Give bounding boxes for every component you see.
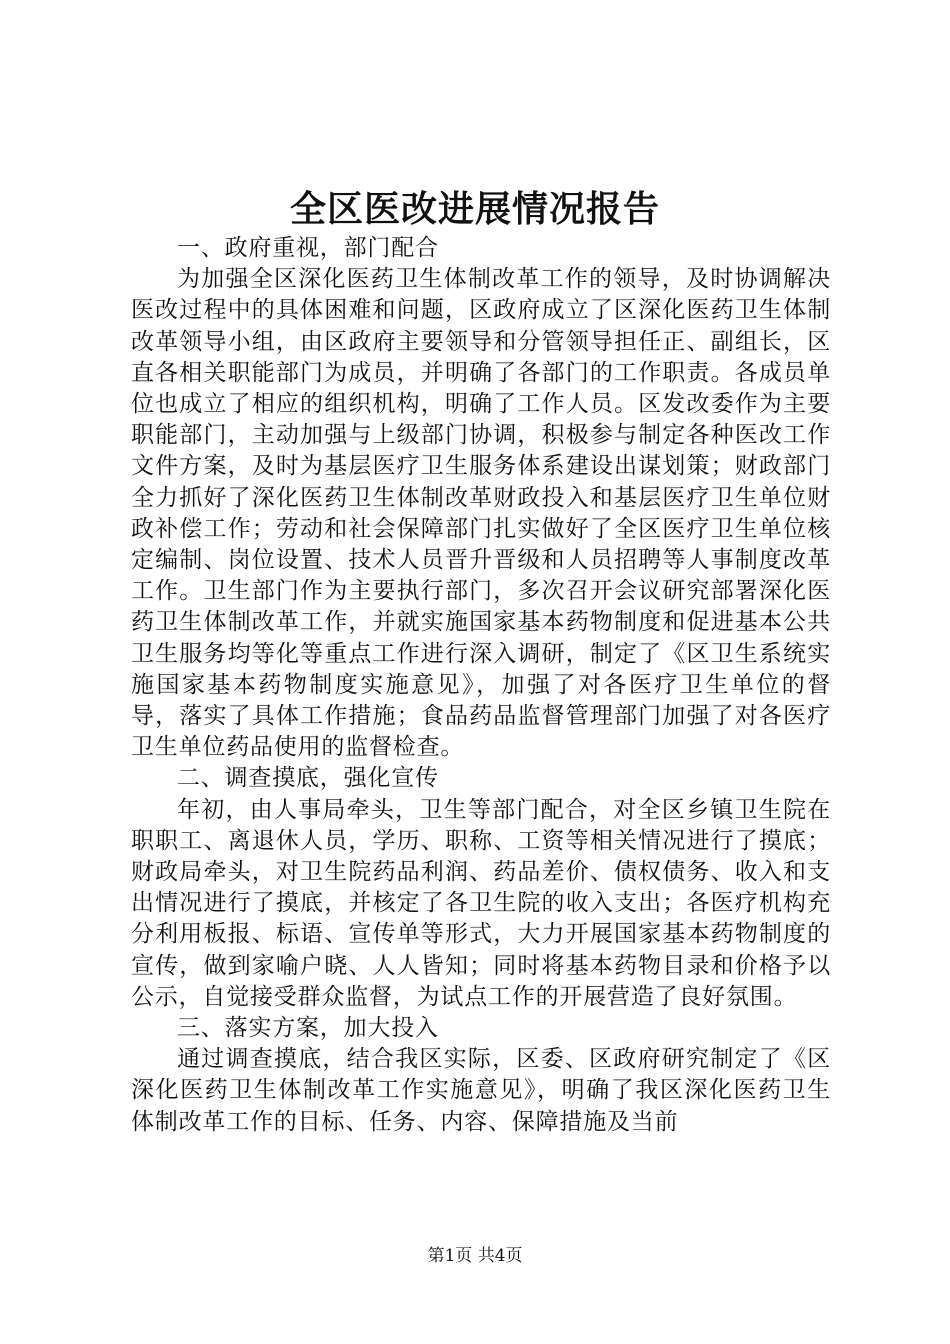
section-heading-1: 一、政府重视，部门配合	[177, 235, 439, 261]
section-paragraph-3: 通过调查摸底，结合我区实际，区委、区政府研究制定了《区深化医药卫生体制改革工作实施意见》，明确了我区深化医药卫生体制改革工作的目标、任务、内容、保障措施及当前	[131, 1046, 831, 1135]
document-body	[131, 233, 831, 1138]
section-heading-3: 三、落实方案，加大投入	[177, 1015, 439, 1042]
section-paragraph-2: 年初，由人事局牵头，卫生等部门配合，对全区乡镇卫生院在职职工、离退休人员，学历、职称、工资等相关情况进行了摸底；财政局牵头，对卫生院药品利润、药品差价、债权债务、收入和支出情况进行了摸底，并核定了各卫生院的收入支出；各医疗机构充分利用板报、标语、宣传单等形式，大力开展国家基本药物制度的宣传，做到家喻户晓、人人皆知；同时将基本药物目录和价格予以公示，自觉接受群众监督，为试点工作的开展营造了良好氛围。	[131, 796, 831, 1010]
page-number-footer: 第1页 共4页	[427, 1246, 523, 1266]
section-paragraph-1: 为加强全区深化医药卫生体制改革工作的领导，及时协调解决医改过程中的具体困难和问题，区政府成立了区深化医药卫生体制改革领导小组，由区政府主要领导和分管领导担任正、副组长，区直各相关职能部门为成员，并明确了各部门的工作职责。各成员单位也成立了相应的组织机构，明确了工作人员。区发改委作为主要职能部门，主动加强与上级部门协调，积极参与制定各种医改工作文件方案，及时为基层医疗卫生服务体系建设出谋划策；财政部门全力抓好了深化医药卫生体制改革财政投入和基层医疗卫生单位财政补偿工作；劳动和社会保障部门扎实做好了全区医疗卫生单位核定编制、岗位设置、技术人员晋升晋级和人员招聘等人事制度改革工作。卫生部门作为主要执行部门，多次召开会议研究部署深化医药卫生体制改革工作，并就实施国家基本药物制度和促进基本公共卫生服务均等化等重点工作进行深入调研，制定了《区卫生系统实施国家基本药物制度实施意见》，加强了对各医疗卫生单位的督导，落实了具体工作措施；食品药品监督管理部门加强了对各医疗卫生单位药品使用的监督检查。	[131, 266, 831, 761]
document-title: 全区医改进展情况报告	[289, 188, 660, 230]
section-heading-2: 二、调查摸底，强化宣传	[177, 765, 439, 792]
